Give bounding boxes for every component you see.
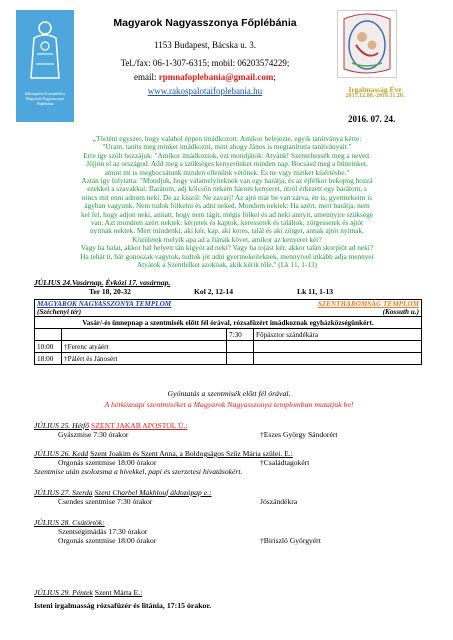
mass-intention: Jószándékra [260, 497, 298, 507]
gospel-line: nincs mit enni adnom neki. De az kiszól: Ne zavarj! Az ajtó már be van zárva, én is, gyermekeim is [81, 192, 373, 202]
year-of-mercy-label [340, 86, 410, 100]
intention-left: †Ferenc atyáért [62, 341, 227, 353]
gospel-line: Aztán így folytatta: "Mondjuk, hogy valamelyiteknek van egy barátja, és az éjfélkor bekopog hozzá [81, 176, 373, 186]
intention-left: †Pálért és Jánosért [62, 353, 227, 365]
gospel-line: „Történt egyszer, hogy valahol éppen imádkozott. Amikor befejezte, egyik tanítványa kérte: [92, 134, 362, 143]
gospel-line: Atyátok a Szentlelket azoknak, akik kérik tőle." (Lk 11, 1-13) [136, 260, 318, 270]
church-right-name: SZENTHÁROMSÁG TEMPLOM [317, 300, 419, 308]
gospel-line: Erre így szólt hozzájuk: "Amikor imádkoztok, ezt mondjátok: Atyánk! Szenteltessék meg a neved. [83, 150, 371, 160]
intention-right [254, 341, 422, 353]
day-feast: SZENT JAKAB APOSTOL Ü.: [90, 421, 188, 430]
table-row [35, 353, 422, 365]
time-right [227, 353, 254, 365]
reading-gospel: Lk 11, 1-13 [297, 287, 334, 296]
parish-address: 1153 Budapest, Bácska u. 3. [154, 40, 256, 50]
mass-time: Gyászmise 7:30 órakor [58, 430, 129, 440]
table-row [35, 329, 422, 341]
day-heading: JÚLIUS 27. Szerda [34, 488, 93, 497]
time-left: 10:00 [35, 341, 62, 353]
mass-intention: †Családtagokért [260, 458, 310, 468]
intention-right: Főpásztor szándékára [254, 329, 422, 341]
website-link[interactable]: www.rakospalotaifoplebania.hu [147, 86, 263, 96]
gospel-line: amint mi is megbocsátunk minden ellenünk vétőnek. És ne vigy minket kísértésbe." [104, 167, 350, 177]
mass-time: Csendes szentmise 7:30 órakor [58, 497, 153, 507]
sunday-section [34, 278, 424, 297]
confession-note: Gyóntatás a szentmisék előtt fél órával. [167, 389, 291, 398]
email-link[interactable]: rpmnafoplebania@gmail.com [158, 72, 274, 82]
bulletin-date: 2016. 07. 24. [348, 114, 396, 124]
mass-intention: †Biriszló Györgyért [260, 536, 321, 546]
mercy-emblem-icon [338, 11, 396, 77]
day-monday [34, 421, 424, 439]
time-right [227, 341, 254, 353]
day-heading: JÚLIUS 29. Péntek [34, 588, 93, 597]
gospel-line: Ha tehát ti, bár gonoszak vagytok, tudtok jót adni gyermekeiteknek, mennyivel inkább adja mennyei [80, 251, 374, 261]
sunday-mass-table [34, 299, 422, 365]
email-suffix: ; [273, 72, 276, 82]
adoration-time: Szentségimádás 17:30 órakor [58, 527, 148, 537]
madonna-figure-icon [28, 20, 62, 82]
church-left-name: MAGYAROK NAGYASSZONYA TEMPLOM [37, 300, 172, 308]
gospel-line: ágyban vagyunk. Nem tudok fölkelni és adni neked. Mondom nektek: Ha azért, mert barátja, nem [84, 201, 370, 211]
sunday-heading: JÚLIUS 24.Vasárnap. [34, 278, 104, 287]
reading-first: Ter 18, 20-32 [89, 287, 131, 296]
gospel-line: kel fel, hogy adjon neki, amiatt, hogy nem tágít, mégis fölkel és ad neki annyit, amennyire szüksége [80, 209, 373, 219]
weekday-mass-note: A hétköznapi szentmiséket a Magyarok Nagyasszonya templomban mutatjuk be! [104, 400, 354, 409]
parish-phone: Tel./fax: 06-1-307-6315; mobil: 06203574229; [120, 58, 290, 68]
mass-time: Orgonás szentmise 18:00 órakor [58, 536, 157, 546]
gospel-line: van. Azt mondom azért nektek: kérjetek és kaptok, keressetek és találtok, zörgessetek és ajtót [90, 218, 364, 228]
logo-caption: Rákospalota-Kossuthfalva Magyarok Nagyasszonya Főplébánia [24, 92, 66, 106]
gospel-passage [28, 135, 426, 270]
time-left [35, 329, 62, 341]
mercy-rosary-line: Isteni irgalmasság rózsafüzér és litánia, 17:15 órakor. [34, 601, 212, 610]
reading-second: Kol 2, 12-14 [194, 287, 234, 296]
year-of-mercy-logo [337, 10, 397, 78]
church-left-location: (Széchenyi tér) [37, 308, 82, 316]
gospel-line: nyitnak nektek. Mert mindenki, aki kér, kap, aki keres, talál és aki zörget, annak ajtót nyitnak. [90, 226, 364, 236]
gospel-line: "Uram, taníts meg minket imádkozni, mint ahogy János is megtanította tanítványait." [102, 142, 352, 152]
mass-time: Orgonás szentmise 18:00 órakor [58, 458, 157, 468]
gospel-line: Vagy ha halat, akkor hal helyett tán kígyót ad neki? Vagy ha tojást kér, akkor talán skorpiót ad neki? [80, 243, 374, 253]
church-right-location: (Kossuth u.) [382, 308, 419, 316]
day-feast: Szent Charbel Makhlouf áldozópap e.: [94, 488, 212, 497]
mass-intention: †Eszes György Sándorért [260, 430, 338, 440]
day-feast: Szent Joakim és Szent Anna, a Boldogságos Szűz Mária szülei. E.: [90, 449, 293, 458]
time-left: 18:00 [35, 353, 62, 365]
email-label: email: [134, 72, 159, 82]
day-wednesday [34, 488, 424, 506]
gospel-line: ezekkel a szavakkal: Barátom, adj kölcsön nekem három kenyeret, útról érkezett egy barátom, s [87, 184, 367, 194]
day-heading: JÚLIUS 26. Kedd [34, 449, 89, 458]
day-friday [34, 588, 424, 597]
gospel-line: Közületek melyik apa ad a fiának követ, amikor az kenyeret kér? [132, 234, 322, 244]
parish-logo [16, 10, 74, 122]
parish-title: Magyarok Nagyasszonya Főplébánia [113, 17, 297, 29]
intention-right [254, 353, 422, 365]
year-dates: 2015.12.08.-2016.11.20. [345, 93, 405, 99]
parish-header [80, 16, 330, 98]
time-right: 7:30 [227, 329, 254, 341]
day-heading: JÚLIUS 28. Csütörtök: [34, 518, 105, 527]
day-feast: Szent Márta E.: [94, 588, 143, 597]
day-thursday [34, 518, 424, 546]
parish-email-line [80, 70, 330, 84]
vespers-note: Szentmise után zsolozsma a hívekkel, papi és szerzetesi hivatásokért. [34, 467, 243, 477]
table-row [35, 341, 422, 353]
day-tuesday [34, 449, 424, 477]
rosary-note: Vasár/-és ünnepnap a szentmisék előtt fél órával, rózsafüzért imádkoznak egyházközségünkért. [35, 317, 422, 329]
year-title: Irgalmasság Éve [348, 85, 402, 94]
day-heading: JÚLIUS 25. Hétfő [34, 421, 90, 430]
sunday-subheading: Évközi 17. vasárnap. [105, 278, 171, 287]
gospel-line: Jöjjön el az országod. Add meg a szükséges kenyerünket minden nap. Bocsásd meg a bűneinket, [86, 159, 368, 169]
intention-left [62, 329, 227, 341]
